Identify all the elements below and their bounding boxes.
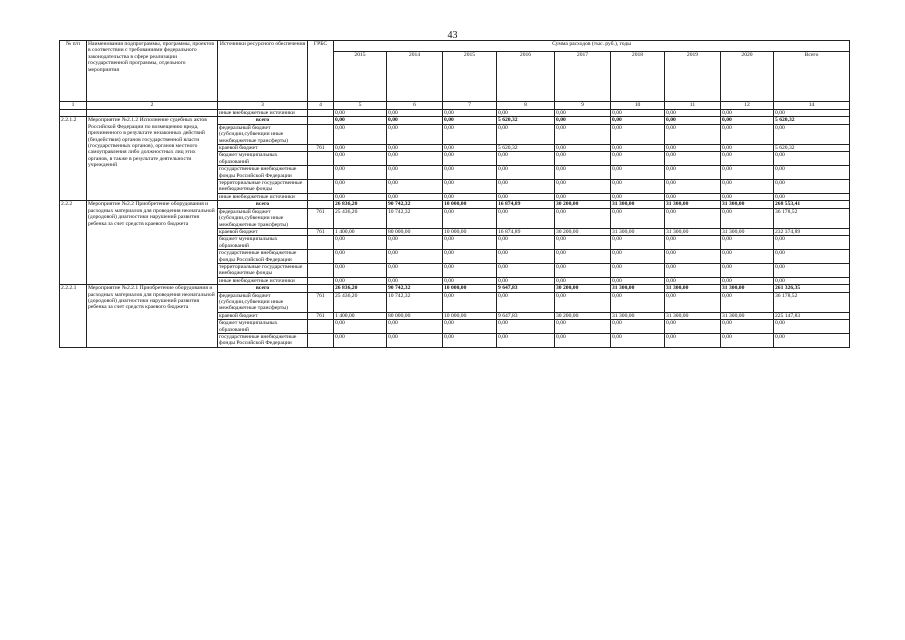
row-value: 0,00 <box>443 334 497 348</box>
row-name: Мероприятие №2.2 Приобретение оборудования и расходных материалов для проведения неонатальной (дородовой) диагностики нарушений развития ребенка за счет средств краевого бюджета <box>87 201 218 285</box>
row-value: 25 436,20 <box>334 292 387 312</box>
row-value: 0,00 <box>497 250 555 264</box>
row-value: 232 374,89 <box>774 228 850 235</box>
row-value: 1 400,00 <box>334 312 387 319</box>
row-value: 5 620,32 <box>774 117 850 124</box>
row-value: 31 300,00 <box>611 285 665 292</box>
row-value: 0,00 <box>497 166 555 180</box>
row-value: 0,00 <box>387 236 443 250</box>
row-value: 5 620,32 <box>497 117 555 124</box>
row-source: федеральный бюджет (субсидии,субвенции иные межбюджетные трансферты) <box>218 292 308 312</box>
column-number: 12 <box>721 102 774 110</box>
column-number: 14 <box>774 102 850 110</box>
row-name: Мероприятие №2.1.2 Исполнение судебных актов Российской Федерации по возмещению вреда, причиненного в результате незаконных действий (бездействия) органов государственной власти (государственных органов), органов местного самоуправления либо должностных лиц этих органов, в также в результате деятельности учреждений <box>87 117 218 201</box>
row-grbs <box>308 334 334 348</box>
row-number: 2.2.1.2 <box>60 117 87 201</box>
row-value: 9 647,83 <box>497 312 555 319</box>
row-value: 0,00 <box>387 250 443 264</box>
row-value: 0,00 <box>497 334 555 348</box>
row-value: 0,00 <box>721 250 774 264</box>
row-value: 0,00 <box>387 145 443 152</box>
row-value: 0,00 <box>555 117 611 124</box>
row-grbs <box>308 193 334 200</box>
row-value: 0,00 <box>497 292 555 312</box>
row-value: 0,00 <box>555 180 611 194</box>
row-value: 0,00 <box>774 263 850 277</box>
row-value: 261 326,35 <box>774 285 850 292</box>
row-value: 0,00 <box>774 250 850 264</box>
row-value: 0,00 <box>774 193 850 200</box>
row-value: 0,00 <box>611 110 665 117</box>
row-value: 36 178,52 <box>774 208 850 228</box>
row-value: 0,00 <box>443 124 497 144</box>
header-year: 2019 <box>665 52 721 102</box>
row-value: 31 300,00 <box>721 312 774 319</box>
row-value: 31 300,00 <box>611 201 665 208</box>
row-value: 0,00 <box>555 124 611 144</box>
row-number: 2.2.2 <box>60 201 87 285</box>
row-value: 36 178,52 <box>774 292 850 312</box>
row-value: 0,00 <box>334 180 387 194</box>
row-value: 9 647,83 <box>497 285 555 292</box>
row-value: 268 553,41 <box>774 201 850 208</box>
row-source: иные внебюджетные источники <box>218 110 308 117</box>
row-source: краевой бюджет <box>218 312 308 319</box>
row-source: иные внебюджетные источники <box>218 277 308 284</box>
row-value: 0,00 <box>555 277 611 284</box>
row-value: 10 000,00 <box>443 201 497 208</box>
row-value: 0,00 <box>443 166 497 180</box>
row-source: всего <box>218 285 308 292</box>
column-number: 7 <box>443 102 497 110</box>
row-value: 0,00 <box>611 193 665 200</box>
row-value: 0,00 <box>443 320 497 334</box>
row-value: 0,00 <box>387 117 443 124</box>
row-value: 0,00 <box>665 320 721 334</box>
row-value: 0,00 <box>387 110 443 117</box>
row-value: 0,00 <box>334 193 387 200</box>
row-name <box>87 110 218 117</box>
row-value: 0,00 <box>721 152 774 166</box>
row-grbs <box>308 180 334 194</box>
row-grbs <box>308 110 334 117</box>
row-value: 31 300,00 <box>611 312 665 319</box>
row-value: 5 620,32 <box>497 145 555 152</box>
row-value: 0,00 <box>721 180 774 194</box>
row-value: 5 620,32 <box>774 145 850 152</box>
header-year: 2017 <box>555 52 611 102</box>
row-value: 0,00 <box>555 320 611 334</box>
row-value: 0,00 <box>611 320 665 334</box>
row-source: государственные внебюджетные фонды Российской Федерации <box>218 250 308 264</box>
row-value: 225 147,83 <box>774 312 850 319</box>
row-value: 0,00 <box>665 117 721 124</box>
row-value: 0,00 <box>721 263 774 277</box>
row-value: 0,00 <box>721 334 774 348</box>
row-value: 0,00 <box>497 320 555 334</box>
column-number: 9 <box>555 102 611 110</box>
row-value: 0,00 <box>774 236 850 250</box>
row-value: 0,00 <box>721 292 774 312</box>
row-value: 31 300,00 <box>665 228 721 235</box>
row-value: 0,00 <box>665 263 721 277</box>
row-value: 0,00 <box>665 277 721 284</box>
row-value: 0,00 <box>443 193 497 200</box>
row-value: 0,00 <box>665 180 721 194</box>
row-value: 31 300,00 <box>721 285 774 292</box>
header-year: 2020 <box>721 52 774 102</box>
row-source: территориальные государственные внебюджетные фонды <box>218 263 308 277</box>
header-year: 2016 <box>497 52 555 102</box>
row-value: 0,00 <box>721 145 774 152</box>
row-value: 0,00 <box>334 236 387 250</box>
row-value: 0,00 <box>387 166 443 180</box>
row-value: 0,00 <box>721 208 774 228</box>
row-value: 0,00 <box>721 236 774 250</box>
row-value: 0,00 <box>387 277 443 284</box>
row-value: 31 300,00 <box>721 228 774 235</box>
row-grbs <box>308 124 334 144</box>
column-number: 8 <box>497 102 555 110</box>
row-value: 0,00 <box>334 334 387 348</box>
row-value: 10 742,32 <box>387 292 443 312</box>
row-value: 30 200,00 <box>555 285 611 292</box>
row-value: 0,00 <box>721 193 774 200</box>
row-value: 0,00 <box>443 277 497 284</box>
row-value: 0,00 <box>387 124 443 144</box>
row-source: краевой бюджет <box>218 228 308 235</box>
row-value: 0,00 <box>611 180 665 194</box>
row-value: 0,00 <box>555 292 611 312</box>
row-value: 0,00 <box>611 124 665 144</box>
row-value: 26 836,20 <box>334 201 387 208</box>
row-value: 0,00 <box>497 208 555 228</box>
header-no: № п/п <box>60 41 87 102</box>
row-value: 0,00 <box>497 152 555 166</box>
header-grbs: ГРБС <box>308 41 334 102</box>
row-value: 0,00 <box>611 250 665 264</box>
row-value: 0,00 <box>665 334 721 348</box>
row-value: 31 300,00 <box>665 201 721 208</box>
row-value: 25 436,20 <box>334 208 387 228</box>
row-value: 0,00 <box>611 334 665 348</box>
row-grbs <box>308 117 334 124</box>
row-grbs <box>308 320 334 334</box>
row-value: 31 300,00 <box>665 285 721 292</box>
row-value: 0,00 <box>443 110 497 117</box>
row-value: 0,00 <box>443 236 497 250</box>
row-value: 0,00 <box>665 208 721 228</box>
row-value: 31 300,00 <box>611 228 665 235</box>
column-number: 4 <box>308 102 334 110</box>
row-value: 0,00 <box>334 320 387 334</box>
row-value: 0,00 <box>555 152 611 166</box>
row-value: 0,00 <box>334 166 387 180</box>
row-value: 0,00 <box>555 110 611 117</box>
row-value: 0,00 <box>555 334 611 348</box>
column-number: 11 <box>665 102 721 110</box>
row-value: 0,00 <box>443 145 497 152</box>
row-value: 0,00 <box>497 277 555 284</box>
row-value: 30 200,00 <box>555 312 611 319</box>
row-source: федеральный бюджет (субсидии,субвенции иные межбюджетные трансферты) <box>218 124 308 144</box>
row-value: 0,00 <box>774 334 850 348</box>
row-value: 0,00 <box>665 193 721 200</box>
row-value: 0,00 <box>387 152 443 166</box>
header-year: Всего <box>774 52 850 102</box>
row-value: 0,00 <box>497 263 555 277</box>
row-value: 10 000,00 <box>443 285 497 292</box>
row-source: иные внебюджетные источники <box>218 193 308 200</box>
row-value: 0,00 <box>774 277 850 284</box>
header-year: 2018 <box>611 52 665 102</box>
row-source: государственные внебюджетные фонды Российской Федерации <box>218 166 308 180</box>
row-value: 0,00 <box>334 124 387 144</box>
row-value: 0,00 <box>334 277 387 284</box>
row-value: 10 000,00 <box>443 312 497 319</box>
header-source: Источники ресурсного обеспечения <box>218 41 308 102</box>
row-value: 0,00 <box>721 124 774 144</box>
row-grbs <box>308 250 334 264</box>
header-row-1 <box>60 41 850 52</box>
row-value: 16 874,89 <box>497 228 555 235</box>
row-value: 31 300,00 <box>665 312 721 319</box>
row-value: 0,00 <box>334 145 387 152</box>
row-value: 0,00 <box>774 166 850 180</box>
row-value: 0,00 <box>611 117 665 124</box>
row-value: 0,00 <box>611 277 665 284</box>
row-value: 0,00 <box>555 193 611 200</box>
row-value: 0,00 <box>665 292 721 312</box>
table-row <box>60 117 850 124</box>
row-number: 2.2.2.1 <box>60 285 87 348</box>
row-value: 0,00 <box>497 110 555 117</box>
row-grbs <box>308 201 334 208</box>
table-row <box>60 285 850 292</box>
column-number: 3 <box>218 102 308 110</box>
row-value: 26 836,20 <box>334 285 387 292</box>
header-name: Наименования подпрограммы, программы, проектов в соответствии с требованиями федерального законодательства в сфере реализации государственной программы, отдельного мероприятия <box>87 41 218 102</box>
row-value: 0,00 <box>721 166 774 180</box>
row-value: 0,00 <box>387 320 443 334</box>
row-value: 0,00 <box>665 124 721 144</box>
row-value: 0,00 <box>774 152 850 166</box>
row-value: 0,00 <box>443 292 497 312</box>
row-grbs <box>308 263 334 277</box>
column-number: 6 <box>387 102 443 110</box>
row-grbs <box>308 152 334 166</box>
row-value: 0,00 <box>611 208 665 228</box>
row-value: 0,00 <box>555 208 611 228</box>
row-value: 0,00 <box>665 250 721 264</box>
row-value: 90 742,32 <box>387 201 443 208</box>
row-value: 80 000,00 <box>387 228 443 235</box>
row-value: 0,00 <box>611 152 665 166</box>
column-number: 5 <box>334 102 387 110</box>
row-value: 0,00 <box>721 110 774 117</box>
row-value: 0,00 <box>497 236 555 250</box>
header-sum-title: Сумма расходов (тыс. руб.), годы <box>334 41 850 52</box>
row-source: бюджет муниципальных образований <box>218 236 308 250</box>
row-value: 0,00 <box>443 152 497 166</box>
row-value: 0,00 <box>611 236 665 250</box>
row-value: 0,00 <box>774 180 850 194</box>
row-value: 0,00 <box>334 110 387 117</box>
row-value: 0,00 <box>721 117 774 124</box>
row-value: 0,00 <box>497 124 555 144</box>
row-value: 10 000,00 <box>443 228 497 235</box>
row-source: всего <box>218 117 308 124</box>
row-name: Мероприятие №2.2.1 Приобретение оборудования и расходных материалов для проведения неонатальной (дородовой) диагностики нарушений развития ребенка за счет средств краевого бюджета <box>87 285 218 348</box>
row-value: 0,00 <box>665 145 721 152</box>
row-value: 0,00 <box>555 236 611 250</box>
row-source: всего <box>218 201 308 208</box>
row-grbs <box>308 277 334 284</box>
row-value: 1 400,00 <box>334 228 387 235</box>
row-value: 30 200,00 <box>555 201 611 208</box>
row-value: 0,00 <box>387 263 443 277</box>
row-value: 0,00 <box>387 193 443 200</box>
row-value: 0,00 <box>721 277 774 284</box>
row-value: 0,00 <box>555 166 611 180</box>
row-value: 10 742,32 <box>387 208 443 228</box>
row-value: 0,00 <box>334 250 387 264</box>
column-numbers-row <box>60 102 850 110</box>
header-year: 2015 <box>334 52 387 102</box>
row-grbs: 761 <box>308 312 334 319</box>
row-value: 0,00 <box>443 250 497 264</box>
expenditure-table <box>59 40 850 348</box>
row-value: 0,00 <box>774 110 850 117</box>
row-value: 0,00 <box>497 180 555 194</box>
table-row <box>60 110 850 117</box>
row-value: 80 000,00 <box>387 312 443 319</box>
row-value: 0,00 <box>497 193 555 200</box>
row-grbs: 761 <box>308 208 334 228</box>
row-grbs: 761 <box>308 145 334 152</box>
header-year: 2015 <box>443 52 497 102</box>
row-source: бюджет муниципальных образований <box>218 320 308 334</box>
row-value: 0,00 <box>665 166 721 180</box>
row-value: 0,00 <box>611 166 665 180</box>
row-source: государственные внебюджетные фонды Российской Федерации <box>218 334 308 348</box>
row-value: 0,00 <box>611 292 665 312</box>
row-value: 0,00 <box>387 180 443 194</box>
row-source: бюджет муниципальных образований <box>218 152 308 166</box>
row-grbs <box>308 285 334 292</box>
header-year: 2014 <box>387 52 443 102</box>
column-number: 10 <box>611 102 665 110</box>
row-value: 0,00 <box>611 263 665 277</box>
page-number: 43 <box>447 30 458 41</box>
row-value: 16 874,89 <box>497 201 555 208</box>
row-number <box>60 110 87 117</box>
row-value: 0,00 <box>555 145 611 152</box>
row-value: 31 300,00 <box>721 201 774 208</box>
row-value: 0,00 <box>443 263 497 277</box>
row-value: 0,00 <box>443 208 497 228</box>
row-source: краевой бюджет <box>218 145 308 152</box>
row-value: 0,00 <box>555 250 611 264</box>
row-source: территориальные государственные внебюджетные фонды <box>218 180 308 194</box>
row-value: 0,00 <box>387 334 443 348</box>
row-value: 0,00 <box>721 320 774 334</box>
row-value: 90 742,32 <box>387 285 443 292</box>
row-value: 0,00 <box>665 236 721 250</box>
row-value: 30 200,00 <box>555 228 611 235</box>
row-grbs: 761 <box>308 292 334 312</box>
row-value: 0,00 <box>611 145 665 152</box>
row-value: 0,00 <box>665 152 721 166</box>
row-value: 0,00 <box>774 124 850 144</box>
row-source: федеральный бюджет (субсидии,субвенции иные межбюджетные трансферты) <box>218 208 308 228</box>
row-value: 0,00 <box>334 117 387 124</box>
row-value: 0,00 <box>665 110 721 117</box>
row-value: 0,00 <box>774 320 850 334</box>
row-value: 0,00 <box>555 263 611 277</box>
row-grbs <box>308 236 334 250</box>
row-value: 0,00 <box>334 152 387 166</box>
row-value: 0,00 <box>443 117 497 124</box>
row-value: 0,00 <box>443 180 497 194</box>
table-row <box>60 201 850 208</box>
row-grbs: 761 <box>308 228 334 235</box>
column-number: 2 <box>87 102 218 110</box>
row-grbs <box>308 166 334 180</box>
column-number: 1 <box>60 102 87 110</box>
row-value: 0,00 <box>334 263 387 277</box>
